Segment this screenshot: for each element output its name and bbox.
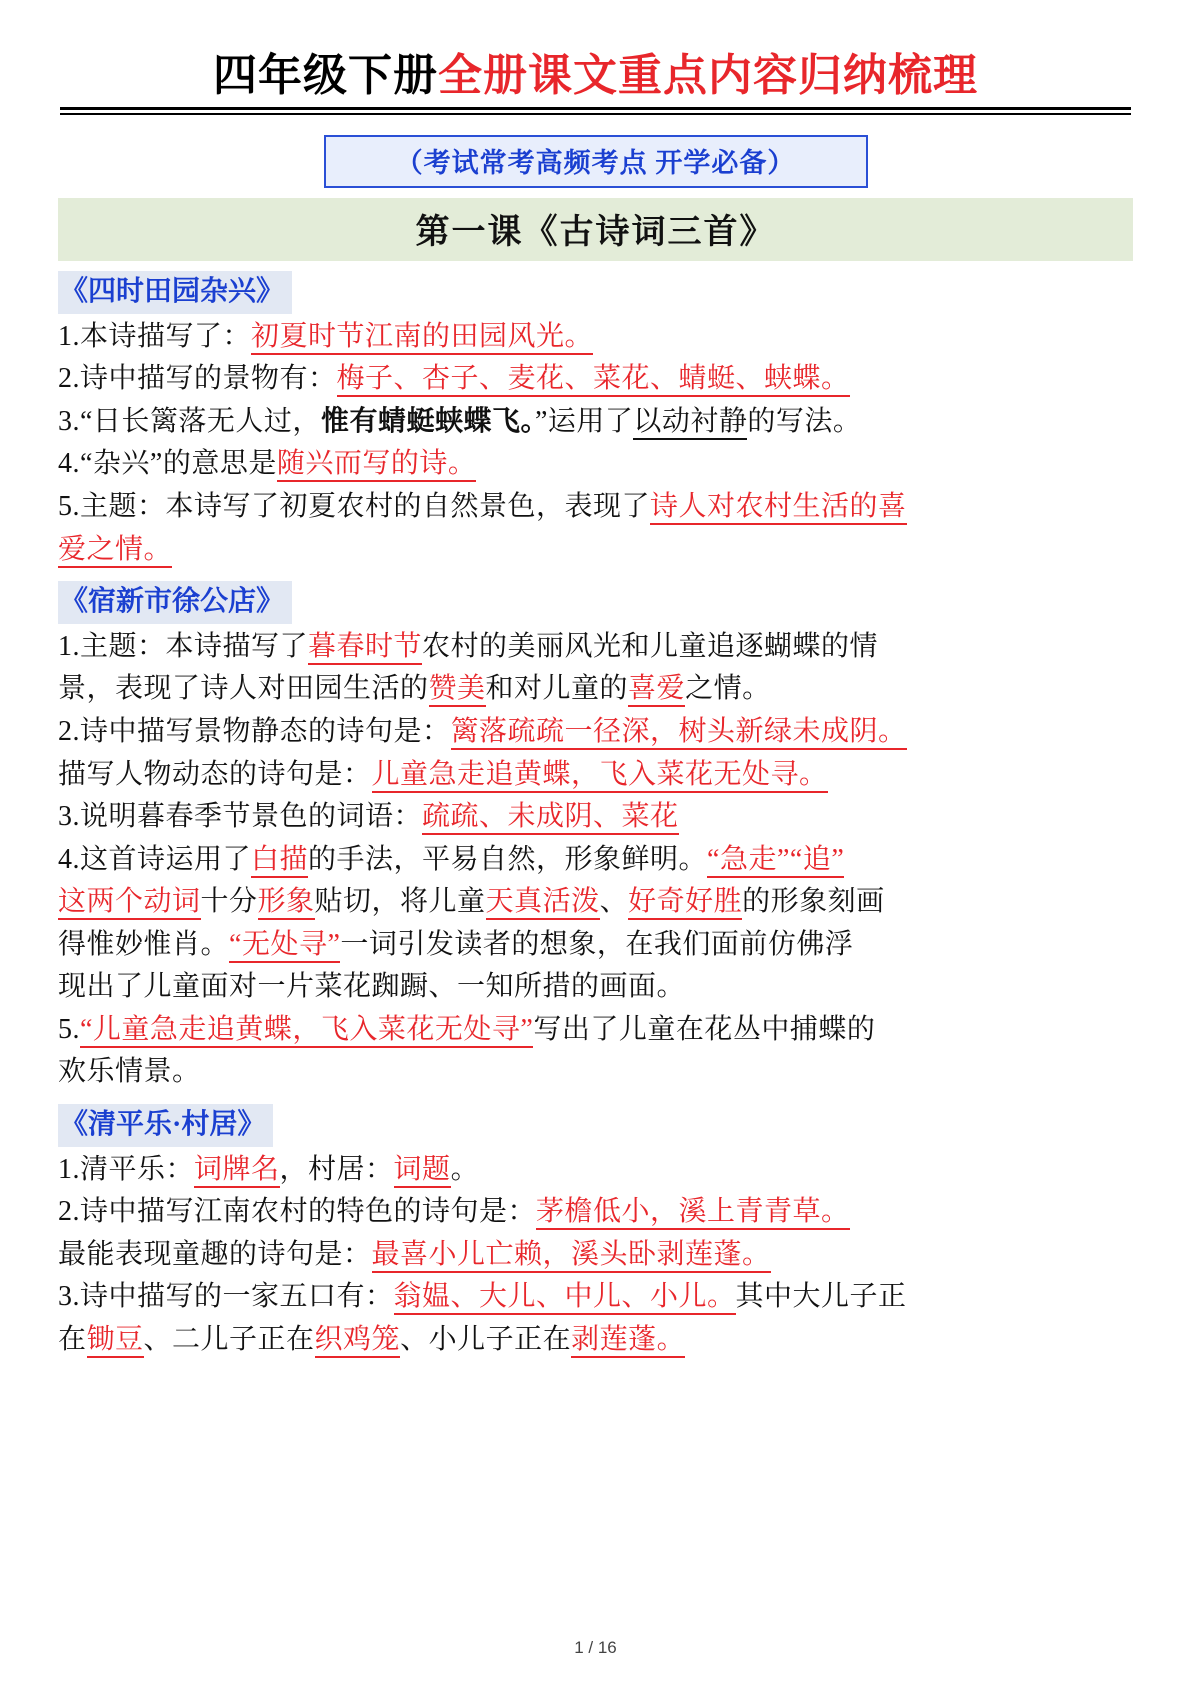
note-line (58, 711, 1133, 754)
answer-text: 这两个动词 (58, 886, 201, 920)
lesson-banner (58, 198, 1133, 261)
answer-text: 赞美 (429, 673, 486, 707)
subtitle-box (324, 135, 868, 188)
prompt-text: ”运用了 (534, 405, 634, 437)
page-title-grade: 四年级下册 (213, 51, 438, 100)
prompt-text: 惟有蜻蜓蛱蝶飞。 (320, 405, 535, 437)
prompt-text: 1.本诗描写了： (58, 320, 252, 352)
document-content (58, 261, 1133, 1361)
prompt-text: 3.“日长篱落无人过， (58, 405, 321, 437)
note-line (58, 966, 1133, 1009)
prompt-text: 贴切，将儿童 (314, 886, 486, 918)
prompt-text: 5.主题：本诗写了初夏农村的自然景色，表现了 (58, 490, 651, 522)
note-line (58, 358, 1133, 401)
note-line (58, 754, 1133, 797)
prompt-text: 现出了儿童面对一片菜花踟蹰、一知所措的画面。 (58, 971, 686, 1003)
answer-text: 疏疏、未成阴、菜花 (422, 801, 679, 835)
answer-text: 翁媪、大儿、中儿、小儿。 (394, 1281, 736, 1315)
note-line (58, 924, 1133, 967)
note-line (58, 1191, 1133, 1234)
document-title-block (58, 48, 1133, 121)
answer-text: 天真活泼 (486, 886, 600, 920)
note-line (58, 1276, 1133, 1319)
title-divider-thick (60, 107, 1131, 110)
prompt-text: 得惟妙惟肖。 (58, 928, 230, 960)
note-line (58, 668, 1133, 711)
prompt-text: 4.“杂兴”的意思是 (58, 448, 277, 480)
prompt-text: 的写法。 (747, 405, 862, 437)
prompt-text: 、二儿子正在 (143, 1323, 315, 1355)
prompt-text: 写出了儿童在花丛中捕蝶的 (533, 1013, 876, 1045)
answer-text: 锄豆 (87, 1324, 144, 1358)
answer-text: 梅子、杏子、麦花、菜花、蜻蜓、蛱蝶。 (337, 363, 850, 397)
prompt-text: 3.诗中描写的一家五口有： (58, 1281, 394, 1313)
note-line (58, 316, 1133, 359)
prompt-text: 1.主题：本诗描写了 (58, 630, 309, 662)
answer-text: 诗人对农村生活的喜 (650, 491, 907, 525)
answer-text: 儿童急走追黄蝶，飞入菜花无处寻。 (372, 759, 828, 793)
subtitle-text: （考试常考高频考点 开学必备） (395, 148, 796, 178)
prompt-text: 欢乐情景。 (58, 1056, 201, 1088)
poem-heading-row (58, 571, 1133, 626)
answer-text: 最喜小儿亡赖，溪头卧剥莲蓬。 (372, 1239, 771, 1273)
answer-text: 初夏时节江南的田园风光。 (251, 321, 593, 355)
answer-text: 好奇好胜 (628, 886, 742, 920)
poem-heading-row (58, 1094, 1133, 1149)
prompt-text: 农村的美丽风光和儿童追逐蝴蝶的情 (422, 630, 879, 662)
answer-text: 喜爱 (628, 673, 685, 707)
answer-text: “急走”“追” (707, 844, 844, 878)
prompt-text: 3.说明暮春季节景色的词语： (58, 801, 423, 833)
poem-heading-row (58, 261, 1133, 316)
prompt-text: 2.诗中描写的景物有： (58, 363, 337, 395)
note-line (58, 401, 1133, 444)
prompt-text: 4.这首诗运用了 (58, 843, 252, 875)
note-line (58, 1149, 1133, 1192)
prompt-text: 在 (58, 1323, 87, 1355)
prompt-text: 十分 (200, 886, 258, 918)
prompt-text: 描写人物动态的诗句是： (58, 758, 372, 790)
prompt-text: 的手法，平易自然，形象鲜明。 (308, 843, 708, 875)
poem-heading: 《宿新市徐公店》 (58, 581, 292, 624)
prompt-text: 的形象刻画 (742, 886, 885, 918)
answer-text: 白描 (251, 844, 308, 878)
answer-text: 词牌名 (194, 1154, 280, 1188)
answer-text: 以动衬静 (633, 406, 747, 440)
note-line (58, 1234, 1133, 1277)
prompt-text: 、 (599, 886, 629, 918)
poem-heading: 《清平乐·村居》 (58, 1104, 273, 1147)
note-line (58, 1009, 1133, 1052)
answer-text: 爱之情。 (58, 534, 172, 568)
prompt-text: 最能表现童趣的诗句是： (58, 1238, 372, 1270)
note-line (58, 443, 1133, 486)
answer-text: 暮春时节 (308, 631, 422, 665)
note-line (58, 626, 1133, 669)
answer-text: 篱落疏疏一径深，树头新绿未成阴。 (451, 716, 907, 750)
answer-text: 形象 (258, 886, 315, 920)
prompt-text: 其中大儿子正 (735, 1281, 907, 1313)
prompt-text: 2.诗中描写景物静态的诗句是： (58, 715, 451, 747)
prompt-text: 5. (58, 1013, 80, 1045)
note-line (58, 486, 1133, 529)
answer-text: 剥莲蓬。 (571, 1324, 685, 1358)
prompt-text: 一词引发读者的想象，在我们面前仿佛浮 (340, 928, 854, 960)
prompt-text: 之情。 (685, 673, 771, 705)
answer-text: “无处寻” (229, 929, 340, 963)
note-line (58, 881, 1133, 924)
prompt-text: 。 (450, 1153, 480, 1185)
note-line (58, 796, 1133, 839)
answer-text: 词题 (394, 1154, 451, 1188)
answer-text: 织鸡笼 (315, 1324, 401, 1358)
note-line (58, 529, 1133, 572)
note-line (58, 839, 1133, 882)
answer-text: 茅檐低小，溪上青青草。 (536, 1196, 850, 1230)
answer-text: 随兴而写的诗。 (277, 448, 477, 482)
prompt-text: 2.诗中描写江南农村的特色的诗句是： (58, 1196, 537, 1228)
prompt-text: 景，表现了诗人对田园生活的 (58, 673, 429, 705)
prompt-text: ，村居： (279, 1153, 394, 1185)
page-title (58, 48, 1133, 103)
prompt-text: 和对儿童的 (485, 673, 629, 705)
lesson-banner-text: 第一课《古诗词三首》 (415, 214, 776, 251)
prompt-text: 、小儿子正在 (400, 1323, 572, 1355)
title-divider-thin (60, 113, 1131, 115)
page-footer: 1 / 16 (574, 1638, 617, 1657)
page-title-main: 全册课文重点内容归纳梳理 (438, 51, 978, 100)
poem-heading: 《四时田园杂兴》 (58, 271, 292, 314)
note-line (58, 1319, 1133, 1362)
answer-text: “儿童急走追黄蝶，飞入菜花无处寻” (80, 1014, 533, 1048)
prompt-text: 1.清平乐： (58, 1153, 195, 1185)
note-line (58, 1051, 1133, 1094)
